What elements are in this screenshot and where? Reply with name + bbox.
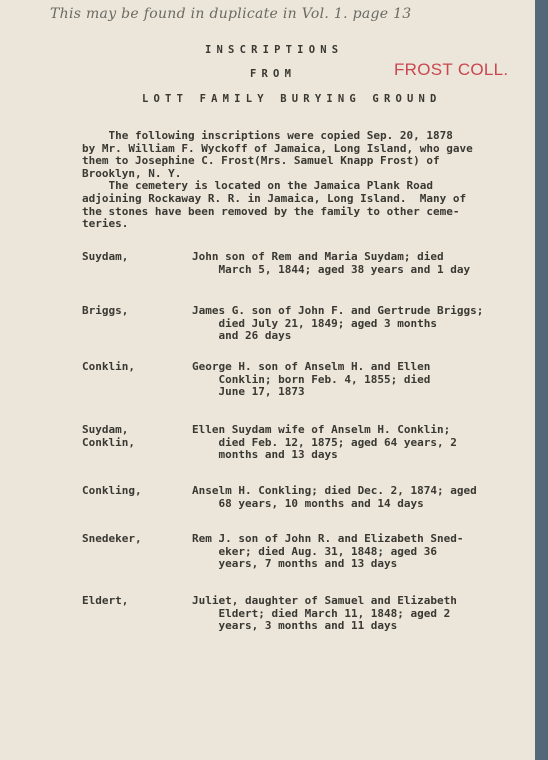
page-edge-background — [535, 0, 548, 760]
heading-line-1: INSCRIPTIONS — [205, 44, 344, 56]
record-text: Juliet, daughter of Samuel and Elizabeth Eldert; died March 11, 1848; aged 2 years, 3 months and 11 days — [192, 594, 457, 633]
record-text: George H. son of Anselm H. and Ellen Conklin; born Feb. 4, 1855; died June 17, 1873 — [192, 360, 431, 399]
record-surname: Conkling, — [82, 484, 142, 497]
record-text: John son of Rem and Maria Suydam; died March 5, 1844; aged 38 years and 1 day — [192, 250, 471, 276]
record-surname: Briggs, — [82, 304, 129, 317]
record-surname: Suydam, — [82, 250, 129, 263]
intro-paragraph: The following inscriptions were copied Sep. 20, 1878 by Mr. William F. Wyckoff of Jamaica, Long Island, who gave them to Josephine C. Frost(Mrs. Samuel Knapp Frost) of Brooklyn, N. Y. The cemetery is located on the Jamaica Plank Road adjoining Rockaway R. R. in Jamaica, Long Island. Many of the stones have been removed by the family to other ceme- teries. — [82, 129, 473, 231]
collection-stamp: FROST COLL. — [394, 60, 509, 79]
handwritten-note: This may be found in duplicate in Vol. 1. page 13 — [50, 6, 412, 22]
record-surname: Eldert, — [82, 594, 129, 607]
record-text: James G. son of John F. and Gertrude Briggs; died July 21, 1849; aged 3 months and 26 days — [192, 304, 484, 343]
record-surname: Suydam, Conklin, — [82, 423, 135, 449]
record-text: Anselm H. Conkling; died Dec. 2, 1874; aged 68 years, 10 months and 14 days — [192, 484, 477, 510]
record-surname: Conklin, — [82, 360, 135, 373]
record-surname: Snedeker, — [82, 532, 142, 545]
heading-line-3: LOTT FAMILY BURYING GROUND — [142, 93, 442, 105]
record-text: Rem J. son of John R. and Elizabeth Sned- eker; died Aug. 31, 1848; aged 36 years, 7 months and 13 days — [192, 532, 464, 571]
record-text: Ellen Suydam wife of Anselm H. Conklin; died Feb. 12, 1875; aged 64 years, 2 months and 13 days — [192, 423, 457, 462]
heading-line-2: FROM — [250, 68, 297, 80]
